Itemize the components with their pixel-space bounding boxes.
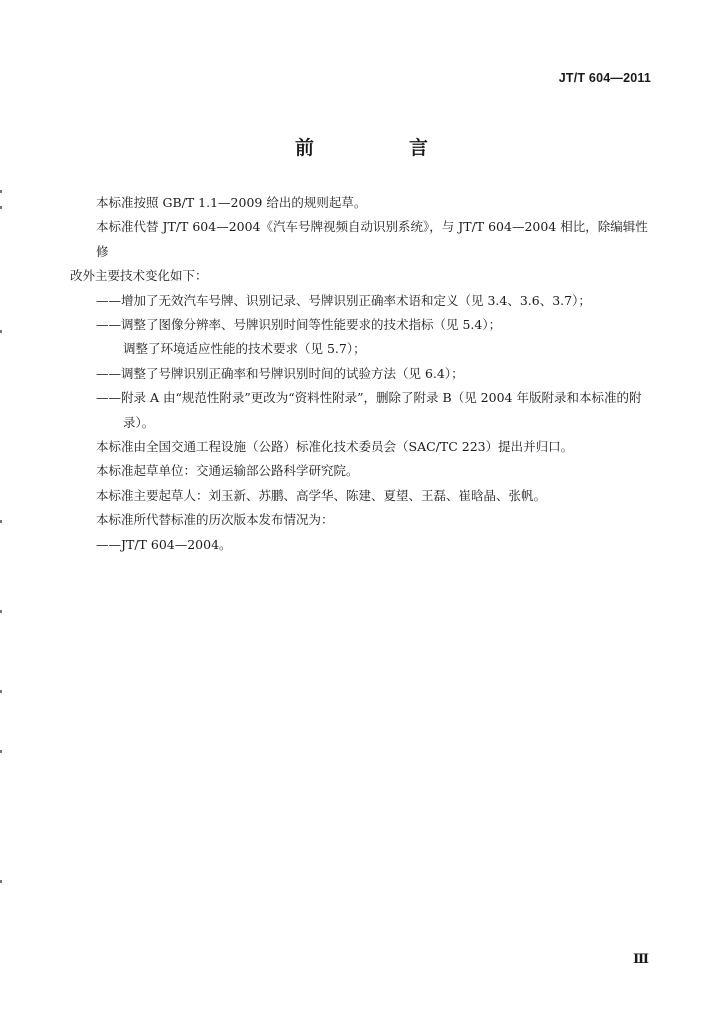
scan-edge-mark [0, 690, 2, 693]
scan-edge-mark [0, 330, 2, 333]
scan-edge-mark [0, 190, 2, 193]
change-item-4: ——附录 A 由“规范性附录”更改为“资料性附录”，删除了附录 B（见 2004 年版附录和本标准的附 [96, 390, 642, 406]
paragraph-drafters: 本标准主要起草人：刘玉新、苏鹏、高学华、陈建、夏望、王磊、崔晗晶、张帆。 [96, 487, 547, 503]
change-item-2: ——调整了图像分辨率、号牌识别时间等性能要求的技术指标（见 5.4）； [96, 317, 502, 333]
foreword-body [70, 191, 656, 557]
page-title: 前 言 [294, 137, 466, 159]
change-item-2-continued: 调整了环境适应性能的技术要求（见 5.7）； [123, 341, 366, 357]
page-number: Ⅲ [633, 952, 649, 967]
version-history-item: ——JT/T 604—2004。 [96, 536, 232, 552]
paragraph-replaces-continued: 改外主要技术变化如下： [70, 268, 208, 284]
paragraph-replaces: 本标准代替 JT/T 604—2004《汽车号牌视频自动识别系统》，与 JT/T 604—2004 相比，除编辑性修 [96, 219, 648, 259]
change-item-3: ——调整了号牌识别正确率和号牌识别时间的试验方法（见 6.4）； [96, 365, 464, 381]
change-item-4-continued: 录）。 [123, 414, 155, 430]
scan-edge-mark [0, 750, 2, 753]
change-item-1: ——增加了无效汽车号牌、识别记录、号牌识别正确率术语和定义（见 3.4、3.6、3.7）； [96, 292, 591, 308]
paragraph-drafting-rule: 本标准按照 GB/T 1.1—2009 给出的规则起草。 [96, 195, 367, 210]
standard-code: JT/T 604—2011 [558, 71, 651, 85]
paragraph-version-history: 本标准所代替标准的历次版本发布情况为： [96, 512, 334, 528]
scan-edge-mark [0, 880, 2, 883]
scan-edge-mark [0, 520, 2, 523]
paragraph-drafting-unit: 本标准起草单位：交通运输部公路科学研究院。 [96, 463, 359, 479]
paragraph-proposer: 本标准由全国交通工程设施（公路）标准化技术委员会（SAC/TC 223）提出并归口。 [96, 439, 574, 455]
scan-edge-mark [0, 610, 2, 613]
scan-edge-mark [0, 206, 2, 209]
